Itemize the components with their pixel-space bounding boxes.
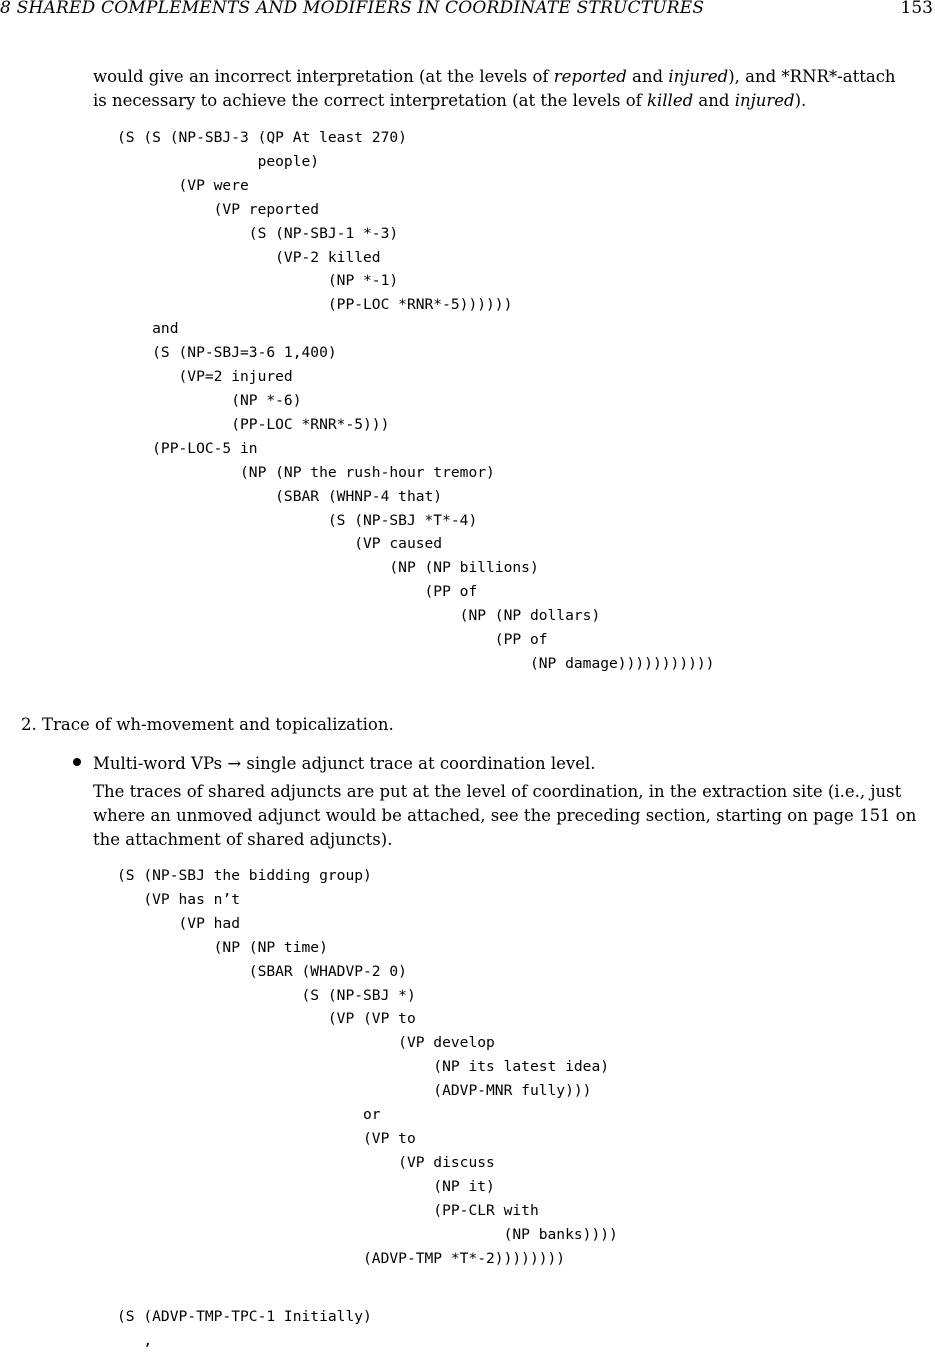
tree-example-1: (S (S (NP-SBJ-3 (QP At least 270) people) (VP were (VP reported (S (NP-SBJ-1 *-3) (VP-2 killed (NP *-1) (PP-LOC *RNR*-5)))))) and (S (NP-SBJ=3-6 1,400) (VP=2 injured (NP *-6) (PP-LOC *RNR*-5))) (PP-LOC-5 in (NP (NP the rush-hour tremor) (SBAR (WHNP-4 that) (S (NP-SBJ *T*-4) (VP caused (NP (NP billions) (PP of (NP (NP dollars) (PP of (NP damage))))))))))): [117, 129, 715, 672]
tree-example-2: (S (NP-SBJ the bidding group) (VP has n’t (VP had (NP (NP time) (SBAR (WHADVP-2 0) (S (NP-SBJ *) (VP (VP to (VP develop (NP its latest idea) (ADVP-MNR fully))) or (VP to (VP discuss (NP it) (PP-CLR with (NP banks)))) (ADVP-TMP *T*-2)))))))): [117, 867, 618, 1267]
intro-line-2: is necessary to achieve the correct interpretation (at the levels of killed and injured).: [93, 91, 807, 110]
running-header: 8 SHARED COMPLEMENTS AND MODIFIERS IN COORDINATE STRUCTURES: [0, 0, 705, 18]
bullet-icon: [73, 758, 81, 766]
bullet-text: Multi-word VPs → single adjunct trace at coordination level.: [93, 754, 596, 773]
intro-line-1: would give an incorrect interpretation (at the levels of reported and injured), and *RNR*-attach: [93, 67, 896, 86]
paragraph-line-1: The traces of shared adjuncts are put at the level of coordination, in the extraction site (i.e., just: [93, 782, 902, 801]
term-killed: killed: [647, 91, 694, 110]
paragraph-line-3: the attachment of shared adjuncts).: [93, 830, 393, 849]
page-number: 153: [900, 0, 933, 18]
paragraph-line-2: where an unmoved adjunct would be attached, see the preceding section, starting on page 151 on: [93, 806, 917, 825]
section-2-heading: 2. Trace of wh-movement and topicalization.: [21, 715, 394, 734]
term-injured: injured: [734, 91, 795, 110]
tree-example-3: (S (ADVP-TMP-TPC-1 Initially) ,: [117, 1308, 372, 1349]
term-reported: reported: [553, 67, 627, 86]
term-injured: injured: [668, 67, 729, 86]
